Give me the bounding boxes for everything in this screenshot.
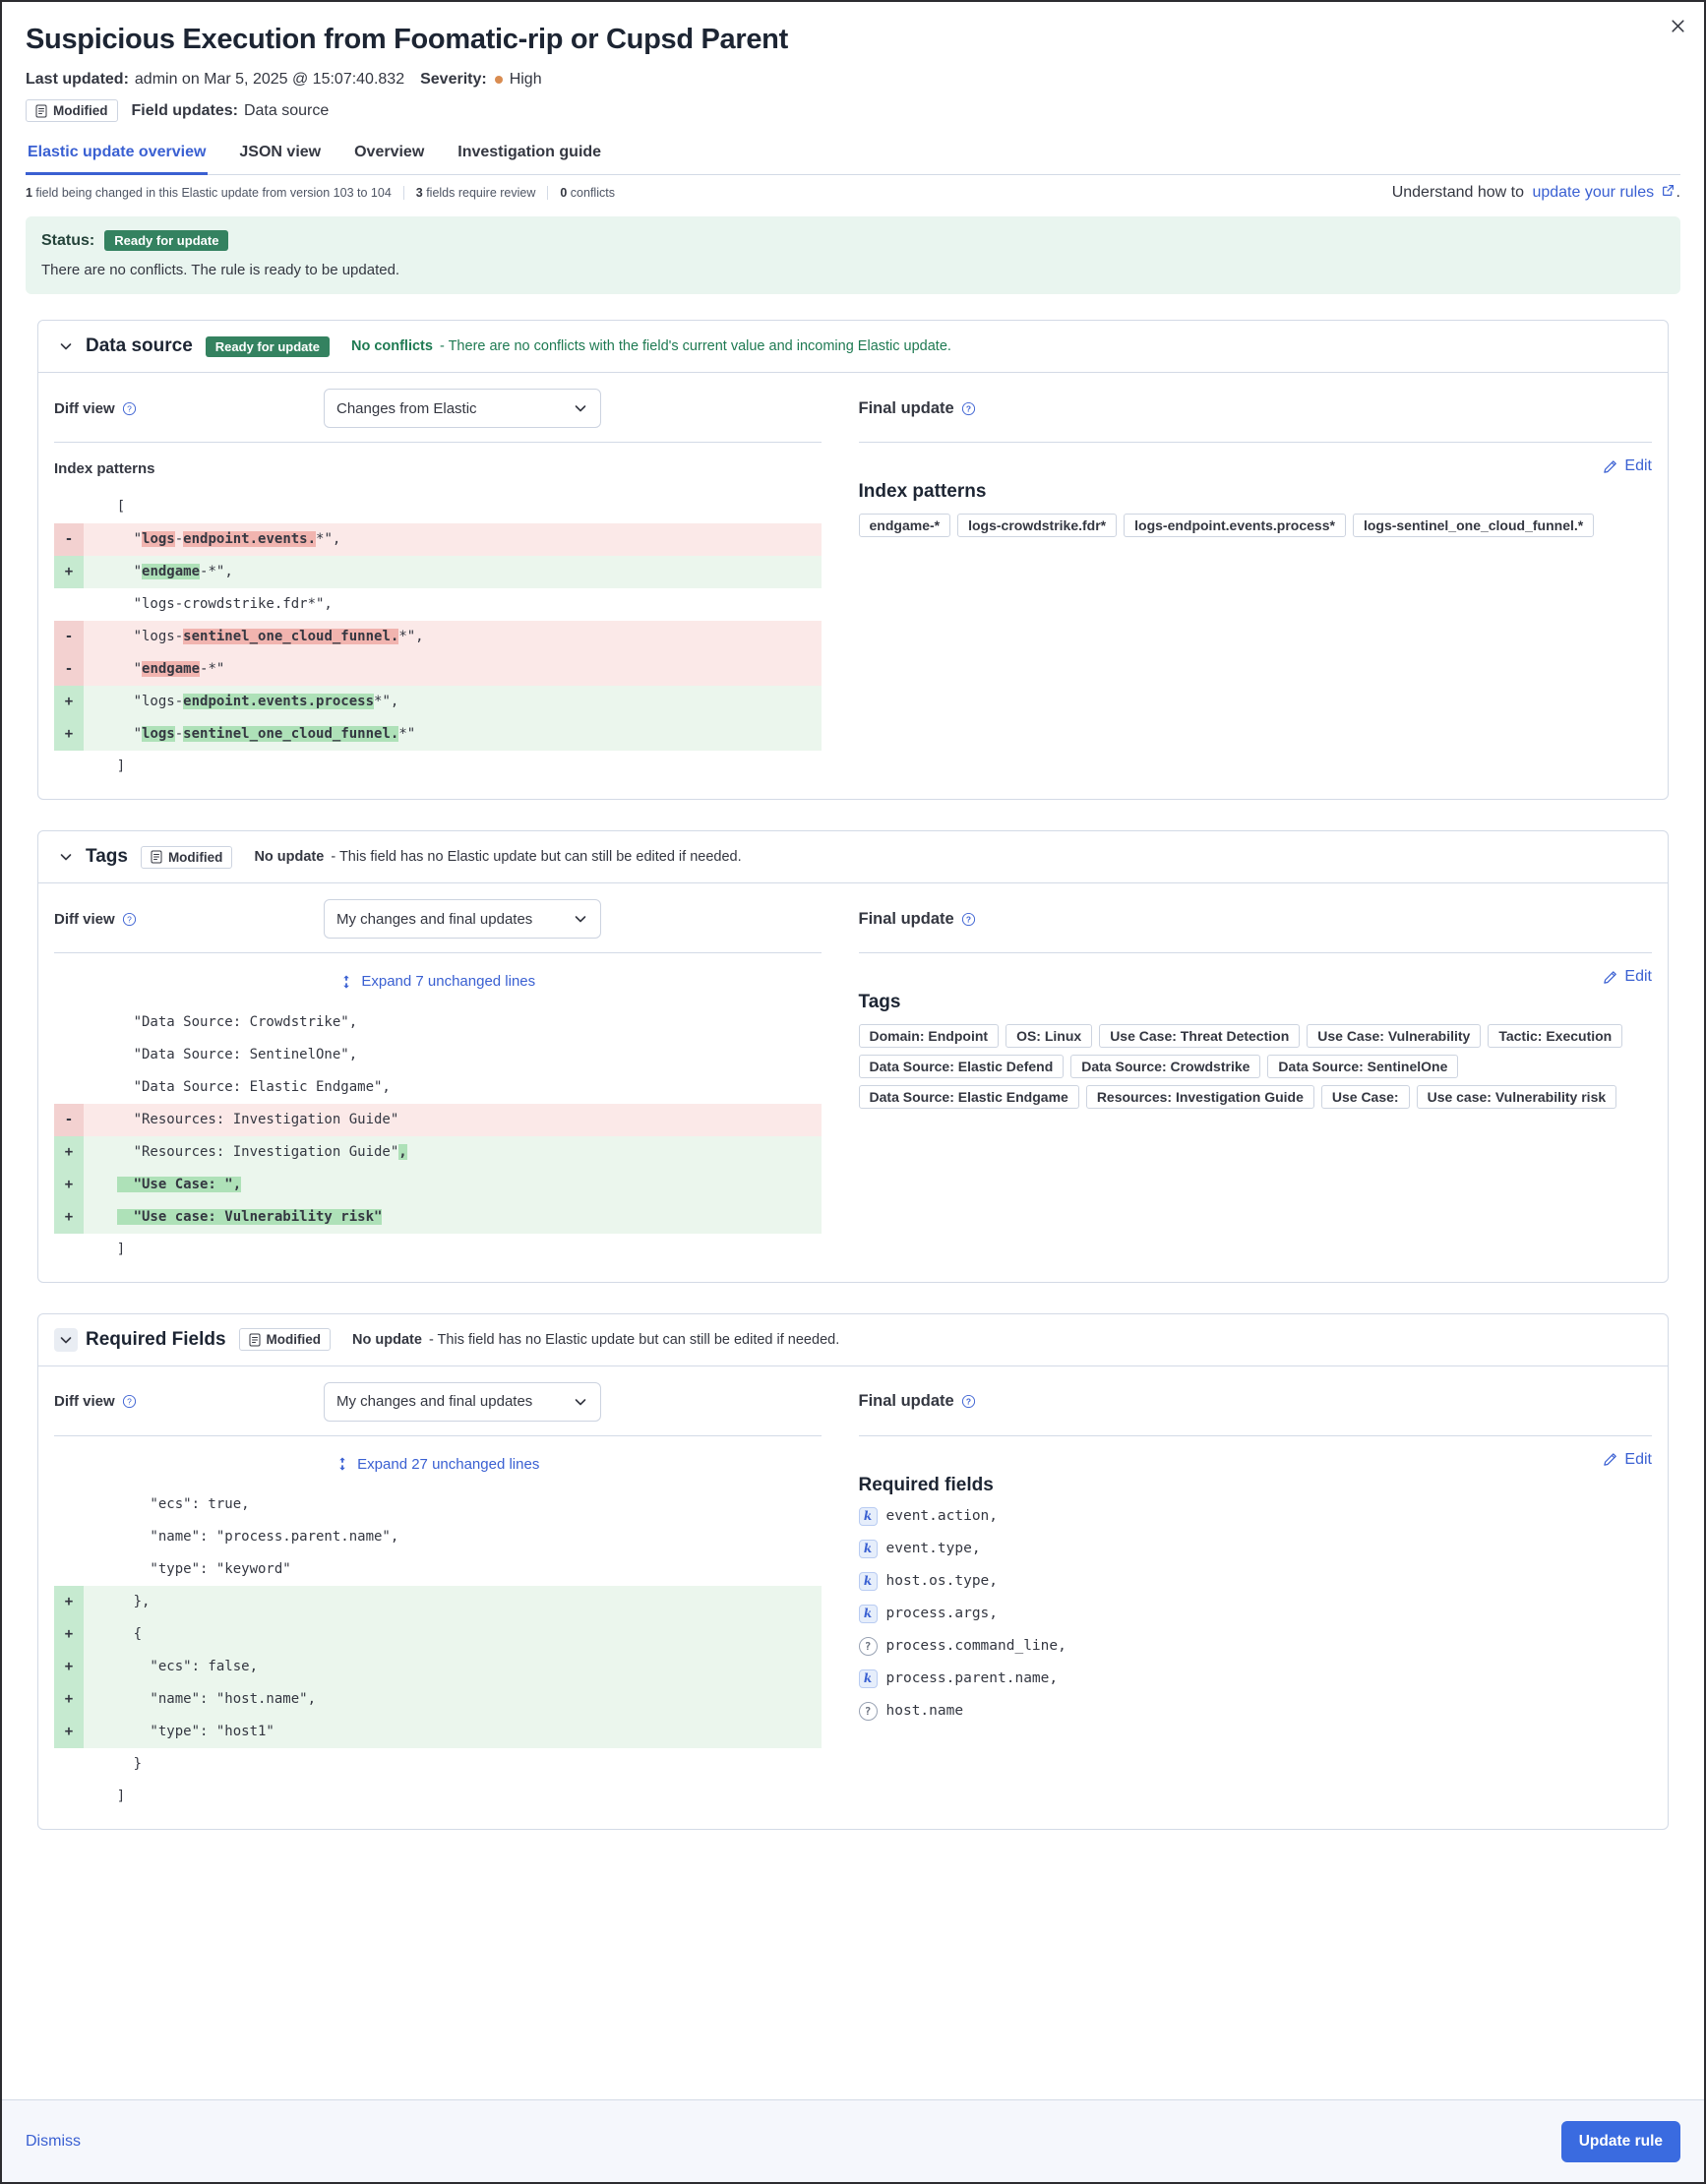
divider (859, 1435, 1652, 1436)
diff-line-text: "ecs": false, (84, 1659, 259, 1674)
diff-line (54, 491, 822, 523)
expand-link-label: Expand 7 unchanged lines (361, 973, 536, 990)
diff-line-text: "Data Source: Crowdstrike", (84, 1013, 358, 1030)
chevron-down-icon (573, 1394, 588, 1410)
value-badge: Use Case: Vulnerability (1307, 1024, 1481, 1048)
last-updated-value: admin on Mar 5, 2025 @ 15:07:40.832 (134, 71, 405, 88)
section-title: Required Fields (86, 1328, 226, 1350)
diff-view-select-value: My changes and final updates (336, 910, 533, 928)
diff-gutter: - (54, 621, 84, 653)
footer (2, 2099, 1704, 2182)
field-updates-label: Field updates: (131, 101, 238, 119)
value-badge: Data Source: SentinelOne (1267, 1055, 1458, 1078)
diff-highlight: endpoint.events. (183, 531, 317, 547)
divider (859, 952, 1652, 953)
diff-gutter: + (54, 1651, 84, 1683)
diff-line (54, 1553, 822, 1586)
required-field-name: host.name (885, 1703, 964, 1719)
diff-gutter: + (54, 1169, 84, 1201)
diff-line-text: "logs-endpoint.events.process*", (84, 694, 399, 709)
modified-badge-label: Modified (53, 103, 108, 118)
required-field-name: host.os.type, (885, 1573, 999, 1589)
field-updates-value: Data source (243, 101, 330, 119)
diff-gutter: + (54, 1586, 84, 1618)
section-status-bold: No conflicts (350, 338, 433, 354)
diff-gutter (54, 1553, 84, 1586)
rule-badges (26, 99, 1680, 122)
value-badge: Resources: Investigation Guide (1086, 1085, 1314, 1109)
diff-column (54, 1382, 822, 1814)
value-badge: OS: Linux (1005, 1024, 1092, 1048)
close-button[interactable] (1666, 14, 1690, 41)
required-field-row (859, 1637, 1652, 1656)
diff-line-text: "logs-crowdstrike.fdr*", (84, 596, 333, 612)
section-body (38, 1366, 1668, 1830)
diff-line (54, 686, 822, 718)
required-field-row (859, 1669, 1652, 1688)
diff-line (54, 1618, 822, 1651)
diff-line (54, 1586, 822, 1618)
diff-subtitle: Index patterns (54, 460, 155, 477)
diff-highlight: endpoint.events.process (183, 694, 375, 709)
update-rules-link[interactable] (1532, 184, 1674, 202)
keyword-token-icon: k (859, 1572, 878, 1591)
diff-line-text: "logs-endpoint.events.*", (84, 531, 341, 547)
external-link-icon (1662, 184, 1675, 197)
final-update-heading: Tags (858, 992, 901, 1012)
tab-overview[interactable]: Overview (352, 138, 426, 174)
close-icon (1670, 18, 1686, 34)
diff-line-text: [ (84, 499, 126, 515)
modified-badge (141, 846, 233, 869)
diff-column (54, 389, 822, 783)
diff-line (54, 1071, 822, 1104)
pencil-icon (1603, 459, 1617, 474)
svg-text:?: ? (965, 914, 971, 924)
final-update-column (859, 389, 1652, 783)
diff-line-text: "endgame-*" (84, 661, 225, 677)
diff-line-text: "ecs": true, (84, 1496, 250, 1512)
required-fields-list (859, 1507, 1652, 1721)
value-badge: Use case: Vulnerability risk (1417, 1085, 1617, 1109)
diff-view-select[interactable] (324, 1382, 601, 1422)
edit-label: Edit (1624, 1450, 1652, 1468)
value-badge: Use Case: (1321, 1085, 1410, 1109)
diff-gutter (54, 1488, 84, 1521)
diff-line-text: "Resources: Investigation Guide", (84, 1143, 407, 1160)
diff-gutter (54, 1781, 84, 1813)
chevron-down-icon (58, 849, 74, 865)
diff-gutter (54, 491, 84, 523)
diff-view-label: Diff view (54, 910, 115, 928)
diff-line-text: "name": "host.name", (84, 1691, 317, 1707)
svg-text:?: ? (126, 1396, 132, 1407)
svg-text:?: ? (126, 403, 132, 413)
ready-for-update-badge: Ready for update (206, 336, 330, 357)
diff-highlight: endgame (142, 564, 201, 579)
diff-line (54, 653, 822, 686)
diff-line (54, 523, 822, 556)
diff-view-label: Diff view (54, 1393, 115, 1410)
help-text (1392, 184, 1680, 202)
section-required-fields (37, 1313, 1669, 1831)
diff-highlight: sentinel_one_cloud_funnel. (183, 726, 399, 742)
value-badge: Data Source: Crowdstrike (1070, 1055, 1260, 1078)
diff-line-text: "logs-sentinel_one_cloud_funnel.*" (84, 726, 416, 742)
update-stats (26, 186, 627, 200)
diff-line (54, 1169, 822, 1201)
diff-line-text: ] (84, 1241, 126, 1257)
status-label: Status: (41, 231, 95, 249)
expand-unchanged-link[interactable] (339, 973, 535, 990)
diff-highlight: "Use case: Vulnerability risk" (116, 1208, 383, 1225)
diff-line (54, 1104, 822, 1136)
final-update-column (859, 1382, 1652, 1814)
diff-line (54, 556, 822, 588)
diff-line (54, 1521, 822, 1553)
question-icon (122, 401, 137, 416)
diff-line (54, 1748, 822, 1781)
value-badges (859, 1024, 1652, 1109)
keyword-token-icon: k (859, 1507, 878, 1526)
value-badge: Domain: Endpoint (859, 1024, 1000, 1048)
update-stat: 0 conflicts (560, 186, 615, 200)
section-tags (37, 830, 1669, 1283)
diff-line (54, 1683, 822, 1716)
svg-text:?: ? (965, 403, 971, 413)
final-update-label: Final update (858, 1392, 954, 1410)
status-callout (26, 216, 1680, 294)
page-title: Suspicious Execution from Foomatic-rip or Cupsd Parent (26, 24, 788, 55)
diff-gutter: - (54, 1104, 84, 1136)
diff-gutter (54, 1748, 84, 1781)
diff-highlight: , (398, 1143, 407, 1160)
diff-gutter (54, 751, 84, 783)
keyword-token-icon: k (859, 1669, 878, 1688)
update-rule-button[interactable]: Update rule (1561, 2121, 1680, 2162)
diff-line-text: } (84, 1756, 143, 1772)
keyword-token-icon: k (859, 1540, 878, 1558)
severity-dot-icon (495, 76, 503, 84)
diff-line-text (84, 1201, 822, 1234)
required-field-row (859, 1702, 1652, 1721)
diff-highlight: sentinel_one_cloud_funnel. (183, 629, 399, 644)
diff-gutter: + (54, 718, 84, 751)
diff-highlight: logs (142, 726, 175, 742)
update-stat: 3 fields require review (404, 186, 549, 200)
diff-line (54, 1716, 822, 1748)
value-badge: Tactic: Execution (1488, 1024, 1622, 1048)
dismiss-button[interactable]: Dismiss (26, 2132, 81, 2150)
expand-link-label: Expand 27 unchanged lines (357, 1455, 540, 1473)
question-icon (122, 1394, 137, 1409)
update-stat-number: 1 (26, 186, 32, 200)
diff-line-text: "name": "process.parent.name", (84, 1529, 399, 1545)
tab-json-view[interactable]: JSON view (237, 138, 323, 174)
divider (859, 442, 1652, 443)
modified-badge-label: Modified (266, 1332, 322, 1347)
help-prefix: Understand how to (1391, 184, 1524, 201)
edit-button[interactable] (1603, 1451, 1652, 1469)
diff-column (54, 899, 822, 1266)
diff-line (54, 1651, 822, 1683)
divider (54, 442, 822, 443)
diff-line-text: "Data Source: Elastic Endgame", (84, 1078, 391, 1095)
edit-label: Edit (1624, 968, 1652, 985)
keyword-token-icon: k (859, 1605, 878, 1623)
diff-line-text: { (84, 1626, 143, 1642)
diff-line (54, 1488, 822, 1521)
value-badge: endgame-* (859, 514, 951, 537)
modified-badge (239, 1328, 332, 1351)
section-status-bold: No update (254, 849, 325, 865)
required-field-name: event.type, (885, 1541, 981, 1556)
document-edit-icon (249, 1333, 261, 1347)
final-update-heading: Required fields (858, 1474, 994, 1495)
diff-view-select[interactable] (324, 899, 601, 939)
status-message: There are no conflicts. The rule is ready to be updated. (41, 262, 400, 278)
diff-gutter (54, 1521, 84, 1553)
diff-gutter: + (54, 1716, 84, 1748)
section-status: No update - This field has no Elastic update but can still be edited if needed. (352, 1331, 840, 1348)
help-suffix: . (1676, 184, 1680, 201)
value-badge: Data Source: Elastic Endgame (859, 1085, 1079, 1109)
last-updated-label: Last updated: (26, 71, 129, 88)
diff-line-text: "Data Source: SentinelOne", (84, 1046, 358, 1062)
edit-button[interactable] (1603, 968, 1652, 986)
final-update-column (859, 899, 1652, 1266)
diff-line-text: }, (84, 1594, 151, 1609)
diff-gutter: + (54, 1201, 84, 1234)
diff-gutter (54, 1234, 84, 1266)
question-icon (122, 912, 137, 927)
tab-investigation-guide[interactable]: Investigation guide (456, 138, 603, 174)
section-status-bold: No update (352, 1331, 422, 1348)
value-badge: Data Source: Elastic Defend (859, 1055, 1065, 1078)
diff-code-block (54, 1488, 822, 1813)
section-body (38, 373, 1668, 799)
tab-elastic-update-overview[interactable]: Elastic update overview (26, 138, 208, 174)
collapse-toggle[interactable] (54, 334, 78, 358)
diff-line (54, 621, 822, 653)
diff-view-select[interactable] (324, 389, 601, 428)
diff-line-text: ] (84, 758, 126, 774)
required-field-name: event.action, (885, 1508, 999, 1524)
severity-value: High (509, 71, 542, 88)
chevron-down-icon (573, 911, 588, 927)
diff-line-text: "type": "host1" (84, 1724, 274, 1739)
chevron-down-icon (58, 1332, 74, 1348)
modified-badge-label: Modified (167, 849, 223, 865)
divider (54, 1435, 822, 1436)
diff-line (54, 1781, 822, 1813)
diff-line-text (84, 1169, 822, 1201)
diff-gutter (54, 588, 84, 621)
modified-badge (26, 99, 118, 122)
value-badge: Use Case: Threat Detection (1099, 1024, 1300, 1048)
final-update-label: Final update (858, 909, 954, 928)
diff-gutter: - (54, 523, 84, 556)
svg-text:?: ? (126, 914, 132, 924)
diff-view-select-value: Changes from Elastic (336, 399, 477, 417)
tabs (26, 138, 1680, 175)
update-bar (26, 175, 1680, 214)
diff-gutter (54, 1006, 84, 1039)
diff-line-text: "Resources: Investigation Guide" (84, 1111, 399, 1127)
collapse-toggle[interactable] (54, 845, 78, 869)
edit-button[interactable] (1603, 457, 1652, 475)
update-stat: 1 field being changed in this Elastic update from version 103 to 104 (26, 186, 404, 200)
expand-icon (339, 975, 353, 989)
diff-line-text: "logs-sentinel_one_cloud_funnel.*", (84, 629, 424, 644)
diff-line (54, 718, 822, 751)
sections (26, 320, 1680, 1830)
required-field-name: process.command_line, (885, 1638, 1066, 1654)
diff-gutter: + (54, 1683, 84, 1716)
edit-label: Edit (1624, 457, 1652, 474)
unknown-type-icon: ? (859, 1637, 878, 1656)
diff-highlight: endgame (142, 661, 201, 677)
diff-line-text: ] (84, 1789, 126, 1804)
flyout-content (2, 2, 1704, 2099)
required-field-name: process.args, (885, 1606, 999, 1621)
pencil-icon (1603, 1452, 1617, 1467)
update-rules-link-label: update your rules (1532, 184, 1655, 201)
document-edit-icon (35, 104, 47, 118)
pencil-icon (1603, 970, 1617, 985)
required-field-name: process.parent.name, (885, 1670, 1059, 1686)
section-status: No update - This field has no Elastic update but can still be edited if needed. (254, 849, 742, 865)
expand-unchanged-link[interactable] (335, 1456, 539, 1473)
section-title: Data source (86, 335, 193, 356)
diff-gutter: - (54, 653, 84, 686)
ready-for-update-badge: Ready for update (104, 230, 228, 251)
question-icon (961, 912, 976, 927)
update-stat-number: 3 (415, 186, 423, 200)
diff-code-block (54, 491, 822, 783)
diff-highlight: logs (142, 531, 175, 547)
diff-view-label: Diff view (54, 399, 115, 417)
chevron-down-icon (58, 338, 74, 354)
expand-icon (335, 1457, 349, 1471)
diff-line (54, 1234, 822, 1266)
section-title: Tags (86, 846, 128, 867)
question-icon (961, 1394, 976, 1409)
collapse-toggle[interactable] (54, 1328, 78, 1352)
unknown-type-icon: ? (859, 1702, 878, 1721)
value-badge: logs-crowdstrike.fdr* (957, 514, 1117, 537)
divider (54, 952, 822, 953)
section-header (38, 1314, 1668, 1366)
value-badges (859, 514, 1652, 537)
diff-line (54, 1136, 822, 1169)
diff-highlight: "Use Case: ", (116, 1176, 242, 1192)
chevron-down-icon (573, 400, 588, 416)
section-header (38, 321, 1668, 373)
diff-line-text: "type": "keyword" (84, 1561, 291, 1577)
diff-line (54, 751, 822, 783)
update-stat-number: 0 (560, 186, 568, 200)
rule-meta (26, 71, 1680, 89)
diff-gutter: + (54, 686, 84, 718)
document-edit-icon (151, 850, 162, 864)
diff-line (54, 1201, 822, 1234)
diff-line (54, 588, 822, 621)
diff-gutter: + (54, 1136, 84, 1169)
diff-line (54, 1039, 822, 1071)
diff-gutter (54, 1039, 84, 1071)
svg-text:?: ? (965, 1396, 971, 1407)
diff-view-select-value: My changes and final updates (336, 1393, 533, 1410)
value-badge: logs-endpoint.events.process* (1124, 514, 1346, 537)
section-status: No conflicts - There are no conflicts with the field's current value and incoming Elastic update. (350, 338, 951, 354)
diff-gutter (54, 1071, 84, 1104)
severity-label: Severity: (420, 71, 487, 88)
diff-gutter: + (54, 556, 84, 588)
required-field-row (859, 1507, 1652, 1526)
diff-gutter: + (54, 1618, 84, 1651)
final-update-heading: Index patterns (858, 481, 987, 502)
value-badge: logs-sentinel_one_cloud_funnel.* (1353, 514, 1594, 537)
status-callout-title (41, 230, 1665, 251)
section-header (38, 831, 1668, 883)
diff-line (54, 1006, 822, 1039)
final-update-label: Final update (858, 398, 954, 417)
required-field-row (859, 1605, 1652, 1623)
section-data-source (37, 320, 1669, 800)
diff-code-block (54, 1006, 822, 1266)
section-body (38, 883, 1668, 1282)
diff-line-text: "endgame-*", (84, 564, 233, 579)
required-field-row (859, 1572, 1652, 1591)
question-icon (961, 401, 976, 416)
required-field-row (859, 1540, 1652, 1558)
